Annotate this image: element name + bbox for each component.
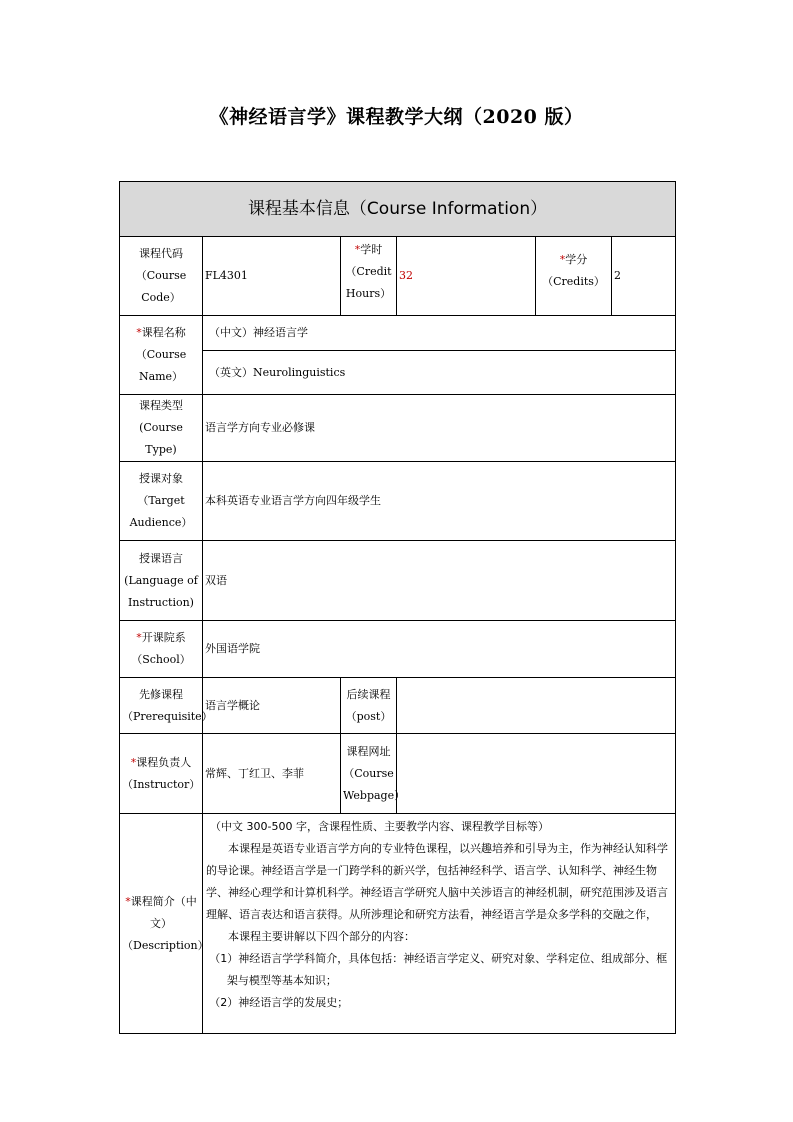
description-paragraph: 本课程是英语专业语言学方向的专业特色课程，以兴趣培养和引导为主，作为神经认知科学的导论课。神经语言学是一门跨学科的新兴学，包括神经科学、语言学、认知科学、神经生物学、神经心理学和计算机科学。神经语言学研究人脑中关涉语言的神经机制，研究范围涉及语言理解、语言表达和语言获得。从所涉理论和研究方法看，神经语言学是众多学科的交融之作，	[206, 842, 668, 921]
language-label: 授课语言 (Language of Instruction)	[120, 541, 203, 621]
target-audience-value: 本科英语专业语言学方向四年级学生	[203, 462, 676, 541]
course-name-en: （英文）Neurolinguistics	[203, 351, 676, 395]
description-label: *课程简介（中 文） （Description）	[120, 814, 203, 1034]
description-list-item: （1）神经语言学学科简介，具体包括：神经语言学定义、研究对象、学科定位、组成部分、框架与模型等基本知识；	[209, 952, 668, 987]
description-list-item: （2）神经语言学的发展史；	[209, 996, 349, 1009]
table-header: 课程基本信息（Course Information）	[120, 182, 676, 237]
course-name-zh: （中文）神经语言学	[203, 316, 676, 351]
instructor-value: 常辉、丁红卫、李菲	[203, 734, 341, 814]
school-label: *开课院系 （School）	[120, 621, 203, 678]
webpage-value	[397, 734, 676, 814]
description-paragraph: 本课程主要讲解以下四个部分的内容：	[228, 930, 415, 943]
page-title: 《神经语言学》课程教学大纲（2020 版）	[209, 106, 584, 128]
course-code-label: 课程代码 （Course Code）	[120, 237, 203, 316]
school-value: 外国语学院	[203, 621, 676, 678]
credit-hours-value: 32	[397, 237, 536, 316]
prerequisite-label: 先修课程 （Prerequisite）	[120, 678, 203, 734]
description-text	[203, 814, 676, 1034]
webpage-label: 课程网址 （Course Webpage）	[341, 734, 397, 814]
course-type-label: 课程类型 (Course Type)	[120, 395, 203, 462]
language-value: 双语	[203, 541, 676, 621]
description-note: （中文 300-500 字，含课程性质、主要教学内容、课程教学目标等）	[210, 820, 549, 833]
course-name-label: *课程名称 （Course Name）	[120, 316, 203, 395]
target-audience-label: 授课对象 （Target Audience）	[120, 462, 203, 541]
credits-label: *学分 （Credits）	[536, 237, 612, 316]
prerequisite-value: 语言学概论	[203, 678, 341, 734]
instructor-label: *课程负责人 （Instructor）	[120, 734, 203, 814]
post-course-value	[397, 678, 676, 734]
credits-value: 2	[612, 237, 676, 316]
post-course-label: 后续课程 （post）	[341, 678, 397, 734]
credit-hours-label: *学时 （Credit Hours）	[341, 237, 397, 316]
course-info-table	[119, 181, 676, 1034]
course-type-value: 语言学方向专业必修课	[203, 395, 676, 462]
course-code-value: FL4301	[203, 237, 341, 316]
